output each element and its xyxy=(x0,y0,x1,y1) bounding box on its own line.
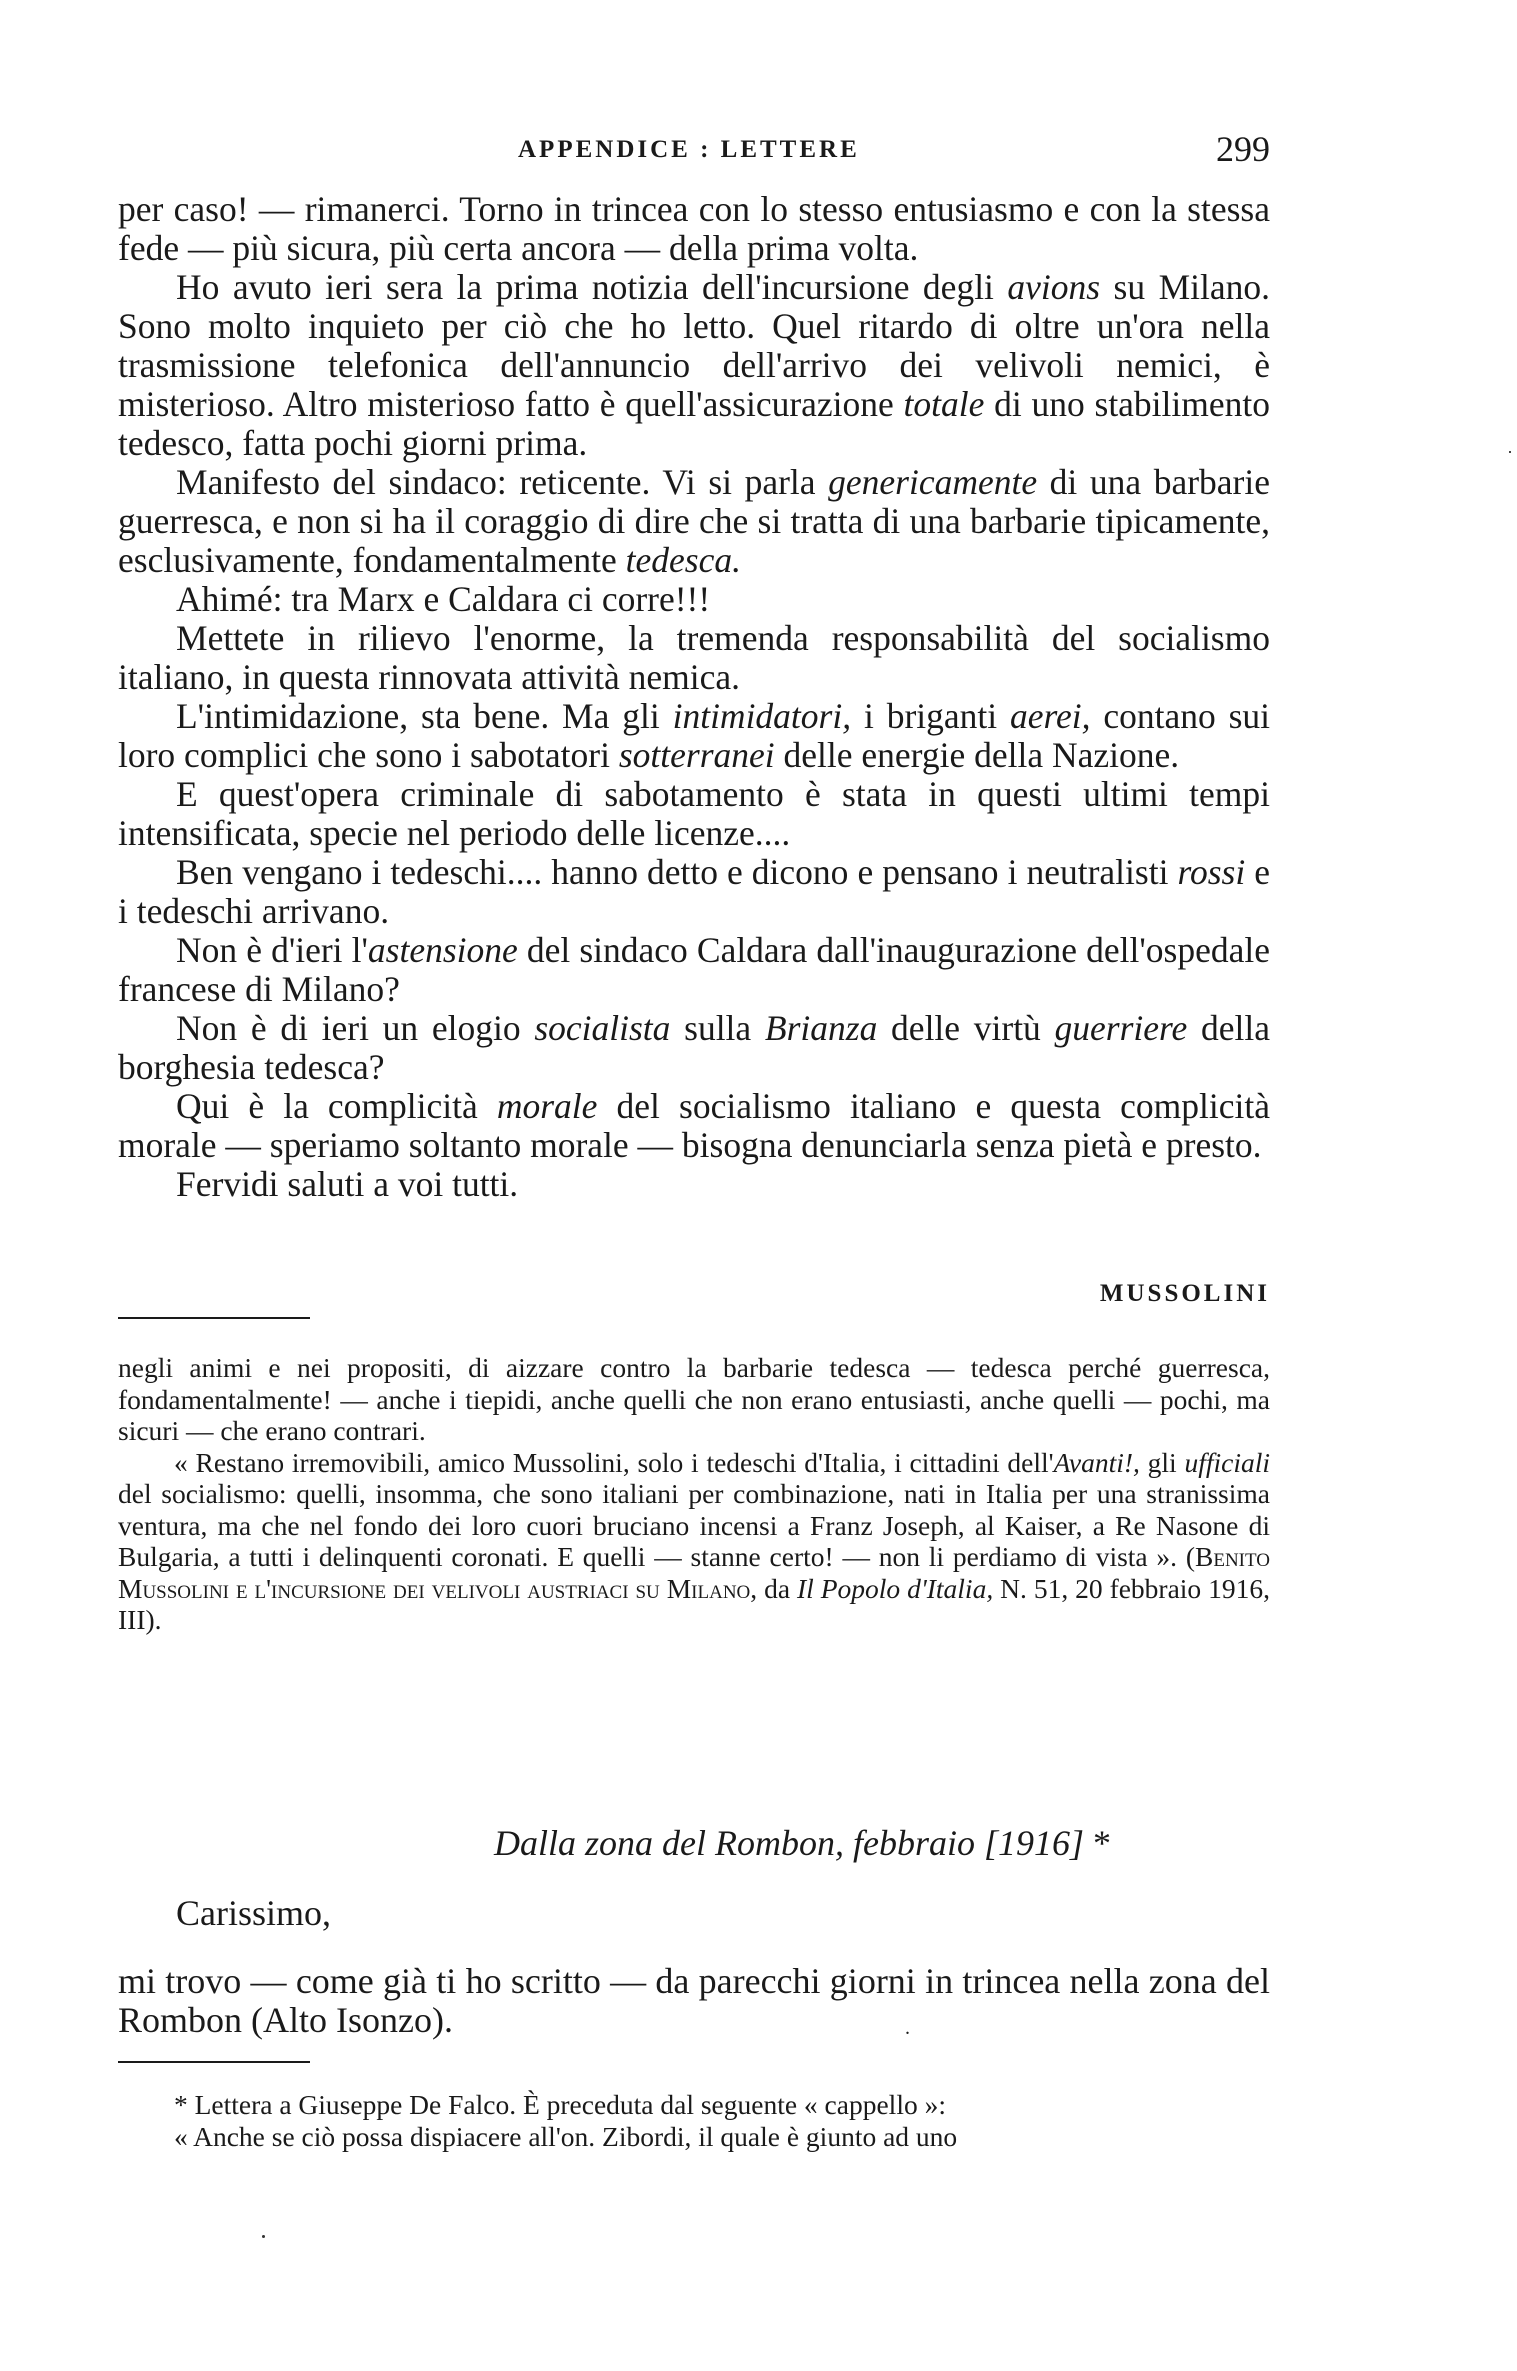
text-run: negli animi e nei propositi, di aizzare contro la barbarie tedesca — tedesca perché guerresca, fondamentalmente! — anche i tiepidi, anche quelli che non erano entusiasti, anche quelli — pochi, ma sicuri — che erano contrari. xyxy=(118,1352,1270,1446)
stray-dot xyxy=(262,2235,265,2238)
paragraph xyxy=(118,697,1270,775)
new-letter-body xyxy=(118,1962,1270,2040)
italic-text: totale xyxy=(903,384,985,424)
text-run: Non è d'ieri l' xyxy=(176,930,368,970)
footnote-marker: * xyxy=(1084,1823,1111,1863)
italic-text: avions xyxy=(1007,267,1101,307)
paragraph xyxy=(118,931,1270,1009)
italic-text: astensione xyxy=(367,930,518,970)
paragraph xyxy=(118,1352,1270,1447)
dateline-text: Dalla zona del Rombon, febbraio [1916] xyxy=(494,1823,1084,1863)
italic-text: morale xyxy=(496,1086,598,1126)
footnote-rule xyxy=(118,1317,310,1319)
paragraph xyxy=(118,1009,1270,1087)
text-run: del sindaco Caldara dall'inaugurazione dell'ospedale francese di Milano? xyxy=(118,930,1270,1009)
paragraph xyxy=(118,580,1270,619)
italic-text: rossi xyxy=(1177,852,1246,892)
text-run: Ben vengano i tedeschi.... hanno detto e dicono e pensano i neutralisti xyxy=(176,852,1178,892)
italic-text: aerei, xyxy=(1009,696,1091,736)
text-run: di uno stabilimento tedesco, fatta pochi giorni prima. xyxy=(118,384,1271,463)
text-run: sulla xyxy=(670,1008,765,1048)
letter-body-text xyxy=(118,190,1270,1204)
new-letter-paragraph: mi trovo — come già ti ho scritto — da parecchi giorni in trincea nella zona del Rombon (Alto Isonzo). xyxy=(118,1961,1270,2040)
letter-dateline xyxy=(494,1822,1111,1864)
text-run: « Restano irremovibili, amico Mussolini, solo i tedeschi d'Italia, i cittadini dell' xyxy=(174,1446,1054,1478)
text-run: Qui è la complicità xyxy=(176,1086,497,1126)
paragraph xyxy=(118,1165,1270,1204)
text-run: per caso! — rimanerci. Torno in trincea con lo stesso entusiasmo e con la stessa fede — più sicura, più certa ancora — della prima volta. xyxy=(118,189,1270,268)
text-run: Non è di ieri un elogio xyxy=(176,1008,535,1048)
text-run: delle energie della Nazione. xyxy=(774,735,1180,775)
text-run: della borghesia tedesca? xyxy=(118,1008,1270,1087)
page-header xyxy=(118,128,1270,172)
paragraph xyxy=(118,1447,1270,1636)
text-run: i briganti xyxy=(851,696,1010,736)
paragraph xyxy=(118,619,1270,697)
text-run: L'intimidazione, sta bene. Ma gli xyxy=(176,696,673,736)
text-run: Ahimé: tra Marx e Caldara ci corre!!! xyxy=(176,579,711,619)
scan-speck xyxy=(1509,451,1511,453)
italic-text: Avanti!, xyxy=(1053,1446,1140,1478)
paragraph xyxy=(118,463,1270,580)
text-run: E quest'opera criminale di sabotamento è stata in questi ultimi tempi intensificata, specie nel periodo delle licenze.... xyxy=(118,774,1270,853)
text-run: Manifesto del sindaco: reticente. Vi si parla xyxy=(176,462,829,502)
paragraph xyxy=(118,775,1270,853)
italic-text: sotterranei xyxy=(618,735,775,775)
text-run: del socialismo: quelli, insomma, che sono italiani per combinazione, nati in Italia per una stranissima ventura, ma che nel fondo dei loro cuori bruciano incensi a Franz Joseph, al Kaiser, a Re Nasone di Bulgaria, a tutti i delinquenti coronati. E quelli — stanne certo! — non li perdiamo di vista ». ( xyxy=(118,1478,1270,1572)
paragraph xyxy=(118,268,1270,463)
italic-text: Il Popolo d'Italia, xyxy=(797,1572,994,1604)
text-run: « Anche se ciò possa dispiacere all'on. Zibordi, il quale è giunto ad uno xyxy=(174,2120,958,2152)
text-run: contano sui loro complici che sono i sabotatori xyxy=(118,696,1271,775)
text-run: * Lettera a Giuseppe De Falco. È preceduta dal seguente « cappello »: xyxy=(174,2089,946,2120)
paragraph xyxy=(118,1087,1270,1165)
text-run: gli xyxy=(1139,1446,1185,1478)
text-run: delle virtù xyxy=(877,1008,1055,1048)
paragraph xyxy=(118,853,1270,931)
text-run: Ho avuto ieri sera la prima notizia dell'incursione degli xyxy=(176,267,1008,307)
footnote-continued xyxy=(118,1352,1270,1636)
paragraph xyxy=(118,2121,1270,2153)
signature: MUSSOLINI xyxy=(1099,1280,1270,1307)
paragraph xyxy=(118,2089,1270,2121)
italic-text: ufficiali xyxy=(1184,1446,1271,1478)
text-run: su Milano. Sono molto inquieto per ciò che ho letto. Quel ritardo di oltre un'ora nella trasmissione telefonica dell'annuncio dell'arrivo dei velivoli nemici, è misterioso. Altro misterioso fatto è quell'assicurazione xyxy=(118,267,1270,424)
italic-text: guerriere xyxy=(1054,1008,1188,1048)
stray-mark: . xyxy=(905,2017,910,2039)
footnote-letter-note xyxy=(118,2089,1270,2152)
italic-text: Brianza xyxy=(764,1008,878,1048)
small-caps-text: Benito Mussolini e l'incursione dei velivoli austriaci su Milano xyxy=(118,1541,1270,1604)
italic-text: tedesca. xyxy=(625,540,741,580)
text-run: Mettete in rilievo l'enorme, la tremenda responsabilità del socialismo italiano, in questa rinnovata attività nemica. xyxy=(118,618,1270,697)
italic-text: intimidatori, xyxy=(672,696,852,736)
text-run: N. 51, 20 febbraio 1916, III). xyxy=(118,1572,1270,1635)
paragraph xyxy=(118,190,1270,268)
text-run: Fervidi saluti a voi tutti. xyxy=(176,1164,519,1204)
footnote-rule-2 xyxy=(118,2061,310,2063)
italic-text: genericamente xyxy=(828,462,1038,502)
italic-text: socialista xyxy=(534,1008,671,1048)
letter-salutation: Carissimo, xyxy=(176,1893,332,1933)
running-head: APPENDICE : LETTERE xyxy=(518,136,860,163)
text-run: di una barbarie guerresca, e non si ha il coraggio di dire che si tratta di una barbarie tipicamente, esclusivamente, fondamentalmente xyxy=(118,462,1270,580)
page-number: 299 xyxy=(1216,129,1270,169)
text-run: e i tedeschi arrivano. xyxy=(118,852,1271,931)
text-run: , da xyxy=(750,1572,797,1604)
text-run: del socialismo italiano e questa complicità morale — speriamo soltanto morale — bisogna denunciarla senza pietà e presto. xyxy=(118,1086,1270,1165)
